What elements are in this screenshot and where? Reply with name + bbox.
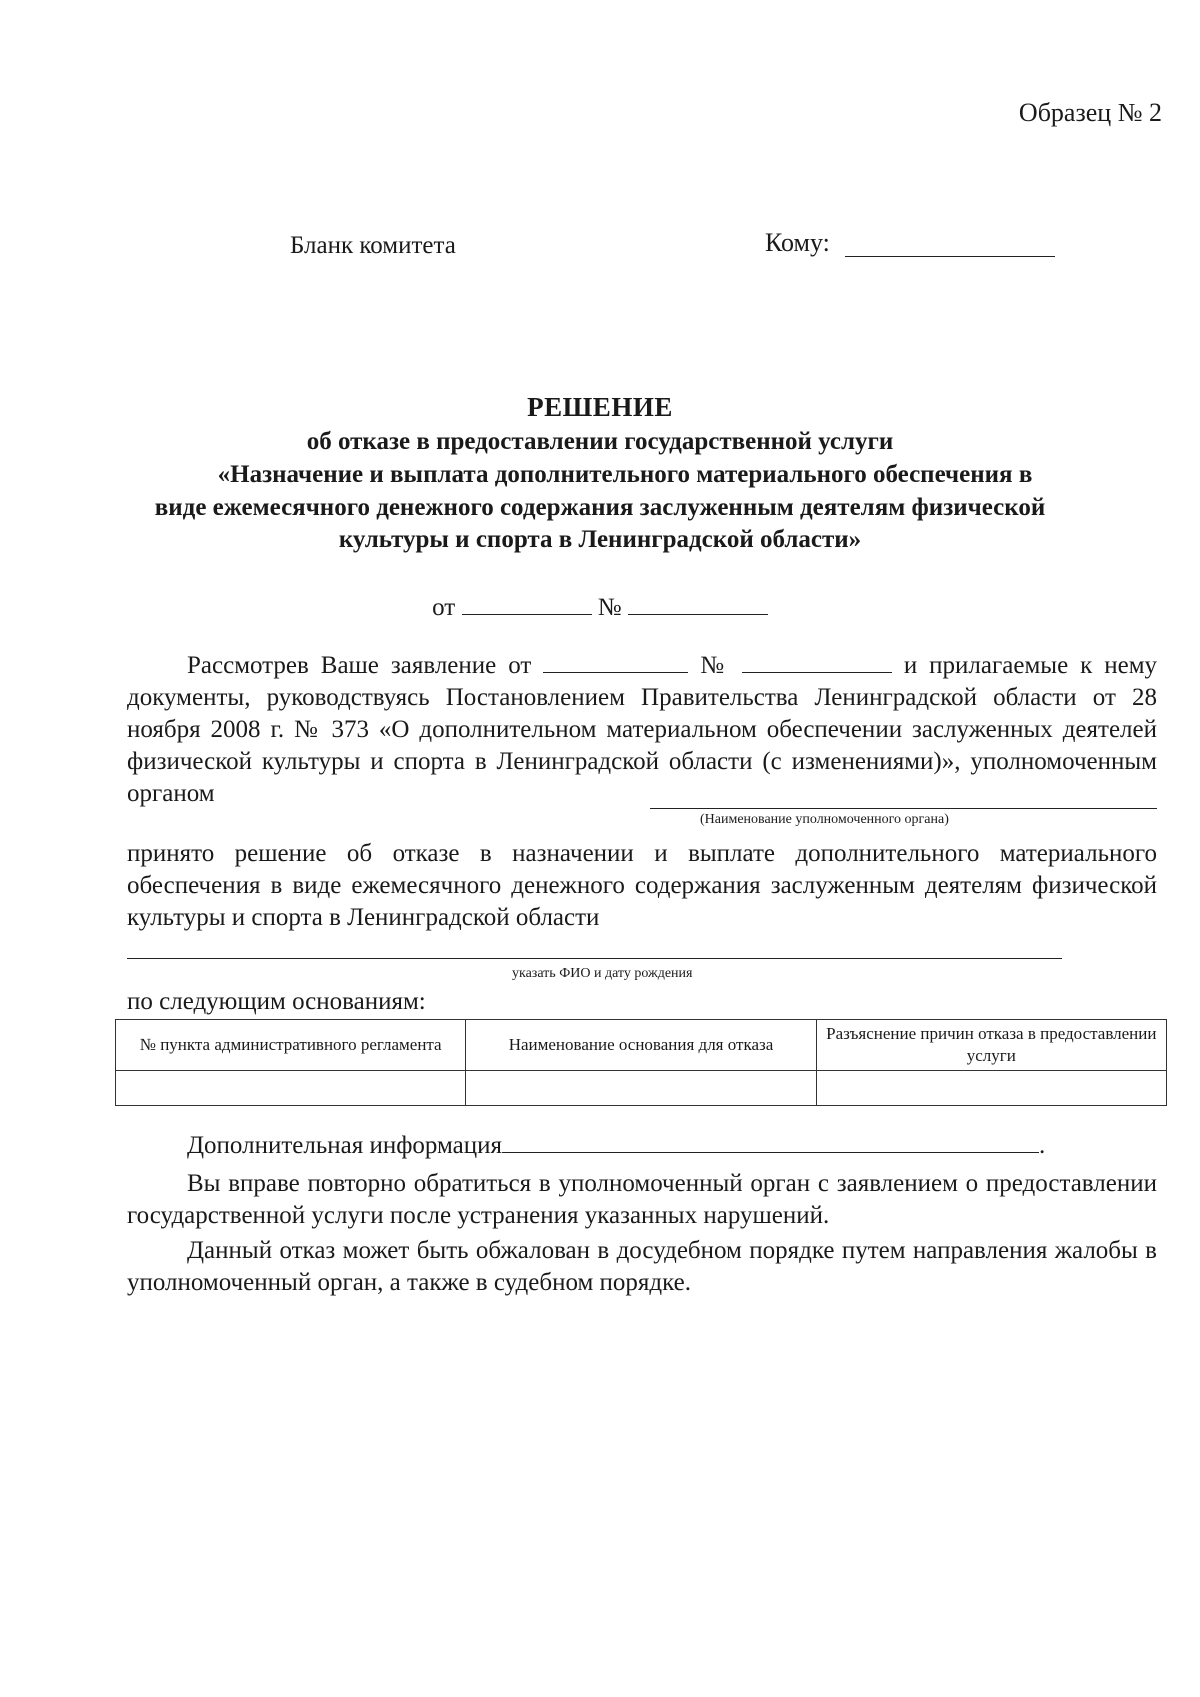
table-row xyxy=(116,1071,1167,1106)
decision-number-blank xyxy=(628,594,768,615)
paragraph1-part-a: Рассмотрев Ваше заявление от xyxy=(187,652,532,679)
paragraph-appeal: Данный отказ может быть обжалован в досудебном порядке путем направления жалобы в уполномоченный орган, а также в судебном порядке. xyxy=(127,1237,1157,1296)
paragraph-consideration xyxy=(127,650,1157,810)
table-header-clause: № пункта административного регламента xyxy=(116,1020,466,1071)
number-label: № xyxy=(597,594,622,621)
fio-blank-line xyxy=(127,958,1062,959)
table-cell-explanation xyxy=(816,1071,1166,1106)
grounds-label: по следующим основаниям: xyxy=(127,988,426,1015)
organ-name-blank-line xyxy=(650,808,1157,809)
table-header-reason: Наименование основания для отказа xyxy=(466,1020,816,1071)
decision-date-blank xyxy=(462,594,592,615)
recipient-blank-line xyxy=(845,256,1055,257)
title-line-3: виде ежемесячного денежного содержания заслуженным деятелям физической xyxy=(154,494,1046,521)
recipient-label: Кому: xyxy=(765,228,830,257)
paragraph-reapply: Вы вправе повторно обратиться в уполномоченный орган с заявлением о предоставлении государственной услуги после устранения указанных нарушений. xyxy=(127,1170,1157,1229)
grounds-table xyxy=(115,1019,1167,1106)
decision-date-number xyxy=(0,594,1200,622)
paragraph-decision: принято решение об отказе в назначении и выплате дополнительного материального обеспечения в виде ежемесячного денежного содержания заслуженным деятелям физической культуры и спорта в Ленинградской области xyxy=(127,840,1157,931)
table-cell-reason xyxy=(466,1071,816,1106)
additional-info-label: Дополнительная информация xyxy=(187,1132,503,1159)
committee-blank-label: Бланк комитета xyxy=(290,232,456,259)
table-header-explanation: Разъяснение причин отказа в предоставлении услуги xyxy=(816,1020,1166,1071)
paragraph1-part-c: и прилагаемые к нему документы, руководствуясь Постановлением Правительства Ленинградской области от 28 ноября 2008 г. № 373 «О дополнительном материальном обеспечении заслуженных деятелей физической культуры и спорта в Ленинградской области (с изменениями)», уполномоченным органом xyxy=(127,652,1158,807)
title-line-1: об отказе в предоставлении государственной услуги xyxy=(306,428,894,455)
table-header-row xyxy=(116,1020,1167,1071)
title-line-2: «Назначение и выплата дополнительного материального обеспечения в xyxy=(217,461,1033,488)
sample-number: Образец № 2 xyxy=(1018,98,1162,127)
fio-note: указать ФИО и дату рождения xyxy=(512,966,693,981)
additional-info-blank xyxy=(502,1132,1039,1153)
additional-info-end: . xyxy=(1039,1132,1046,1159)
title-line-4: культуры и спорта в Ленинградской области» xyxy=(338,526,862,553)
paragraph1-part-b: № xyxy=(700,652,730,679)
document-title: РЕШЕНИЕ xyxy=(527,392,673,422)
table-cell-clause xyxy=(116,1071,466,1106)
application-date-blank xyxy=(543,652,688,673)
date-from-label: от xyxy=(432,594,456,621)
application-number-blank xyxy=(742,652,892,673)
additional-info xyxy=(127,1130,1157,1162)
organ-name-note: (Наименование уполномоченного органа) xyxy=(700,812,949,827)
